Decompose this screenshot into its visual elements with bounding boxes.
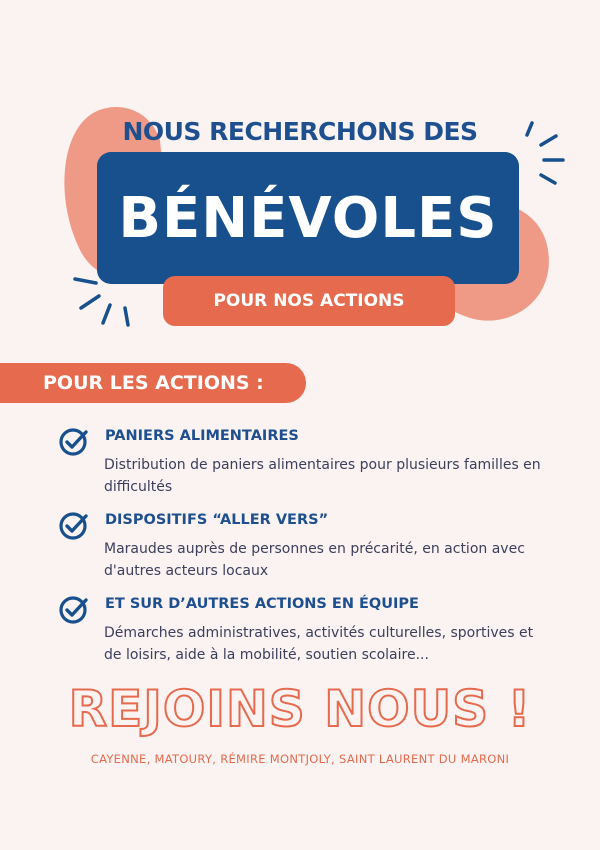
call-to-action: REJOINS NOUS ! (68, 680, 532, 738)
action-description: Distribution de paniers alimentaires pour plusieurs familles en difficultés (104, 457, 541, 495)
check-circle-icon (58, 510, 90, 542)
section-label: POUR LES ACTIONS : (0, 363, 306, 403)
action-description: Démarches administratives, activités culturelles, sportives et de loisirs, aide à la mobilité, soutien scolaire... (104, 625, 534, 663)
burst-lines-top-right-icon (527, 123, 563, 183)
check-circle-icon (58, 426, 90, 458)
main-title-box (97, 152, 519, 284)
burst-lines-bottom-left-icon (75, 279, 128, 325)
action-title: PANIERS ALIMENTAIRES (105, 428, 299, 444)
check-circle-icon (58, 594, 90, 626)
locations-list: CAYENNE, MATOURY, RÉMIRE MONTJOLY, SAINT LAURENT DU MARONI (90, 752, 510, 766)
subtitle-pill: POUR NOS ACTIONS (163, 276, 455, 326)
headline: NOUS RECHERCHONS DES (122, 117, 478, 146)
action-title: DISPOSITIFS “ALLER VERS” (105, 512, 329, 528)
hero-banner (0, 0, 600, 360)
main-title: BÉNÉVOLES (118, 185, 498, 251)
action-title: ET SUR D’AUTRES ACTIONS EN ÉQUIPE (105, 596, 419, 612)
action-description: Maraudes auprès de personnes en précarité, en action avec d'autres acteurs locaux (104, 541, 525, 579)
